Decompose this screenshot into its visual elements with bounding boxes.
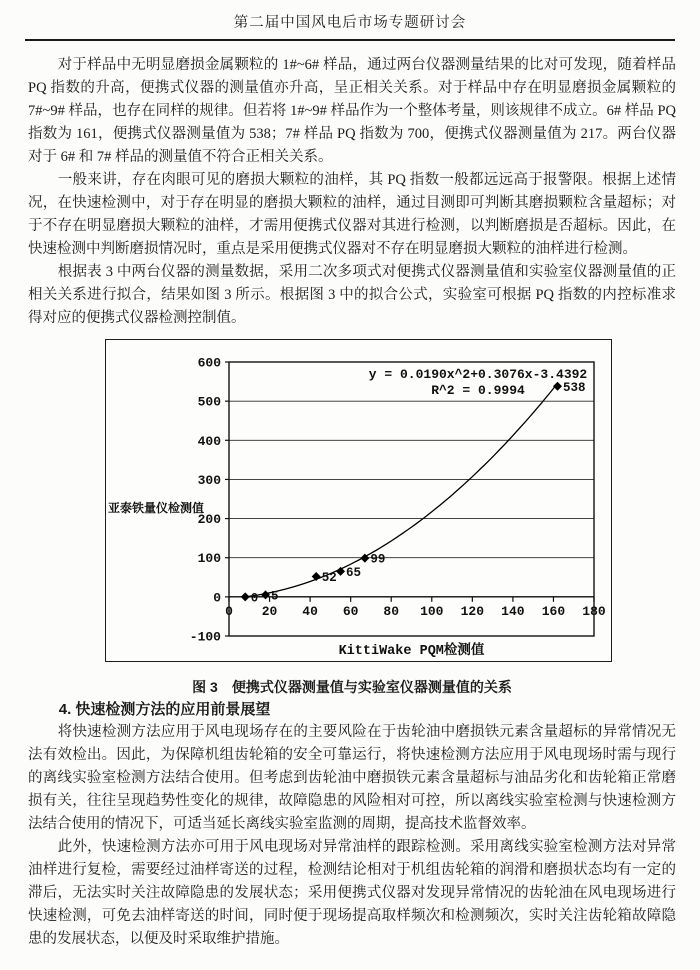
conference-title: 第二届中国风电后市场专题研讨会 (233, 15, 467, 31)
chart-trendline (245, 384, 557, 597)
chart-x-tick-label: 120 (460, 603, 485, 619)
chart-y-tick-label: 600 (197, 355, 221, 371)
chart-y-tick-label: 200 (197, 512, 221, 528)
paragraph-1: 对于样品中无明显磨损金属颗粒的 1#~6# 样品，通过两台仪器测量结果的比对可发现，随着样品 PQ 指数的升高，便携式仪器的测量值亦升高，呈正相关关系。对于样品中存在明显磨损金属颗粒的 7#~9# 样品，也存在同样的规律。但若将 1#~9# 样品作为一个整体考量，则该规律不成立。6# 样品 PQ 指数为 161，便携式仪器测量值为 538；7# 样品 PQ 指数为 700，便携式仪器测量值为 217。两台仪器对于 6# 和 7# 样品的测量值不符合正相关关系。 (28, 57, 676, 165)
chart-x-tick-label: 140 (501, 603, 525, 619)
chart-r-squared: R^2 = 0.9994 (431, 383, 525, 398)
chart-y-tick-label: 0 (213, 590, 221, 606)
chart-data-point (261, 590, 270, 599)
body-text (0, 41, 700, 951)
page-header (0, 0, 700, 41)
chart-y-tick-label: 500 (197, 394, 221, 410)
figure3-box (105, 339, 612, 662)
chart-point-label: 65 (346, 565, 362, 580)
chart-x-tick-label: 20 (261, 603, 278, 619)
chart-point-label: 5 (271, 589, 279, 604)
section-heading: 4. 快速检测方法的应用前景展望 (58, 701, 271, 718)
chart-y-axis-title: 亚泰铁量仪检测值 (108, 502, 205, 516)
chart-y-tick-label: 300 (197, 472, 221, 488)
chart-x-tick-label: 80 (383, 603, 400, 619)
paragraph-3: 根据表 3 中两台仪器的测量数据，采用二次多项式对便携式仪器测量值和实验室仪器测量值的正相关关系进行拟合，结果如图 3 所示。根据图 3 中的拟合公式，实验室可根据 PQ 指数的内控标准求得对应的便携式仪器检测控制值。 (28, 264, 676, 326)
chart-y-tick-label: 100 (197, 551, 221, 567)
chart-plot-border (229, 362, 594, 636)
paragraph-5: 此外，快速检测方法亦可用于风电现场对异常油样的跟踪检测。采用离线实验室检测方法对异常油样进行复检，需要经过油样寄送的过程，检测结论相对于机组齿轮箱的润滑和磨损状态均有一定的滞后，无法实时关注故障隐患的发展状态；采用便携式仪器对发现异常情况的齿轮油在风电现场进行快速检测，可免去油样寄送的时间，同时便于现场提高取样频次和检测频次，实时关注齿轮箱故障隐患的发展状态，以便及时采取维护措施。 (28, 839, 676, 947)
chart-data-point (312, 572, 321, 581)
chart-x-tick-label: 60 (342, 603, 359, 619)
chart-y-tick-label: -100 (189, 629, 221, 645)
chart-x-tick-label: 160 (541, 603, 566, 619)
figure3-caption: 图 3 便携式仪器测量值与实验室仪器测量值的关系 (192, 679, 512, 695)
figure3-chart (106, 340, 611, 661)
chart-equation: y = 0.0190x^2+0.3076x-3.4392 (368, 367, 588, 382)
chart-point-label: 99 (370, 552, 386, 567)
paragraph-2: 一般来讲，存在肉眼可见的磨损大颗粒的油样，其 PQ 指数一般都远远高于报警限。根据上述情况，在快速检测中，对于存在明显的磨损大颗粒的油样，通过目测即可判断其磨损颗粒含量超标；对于不存在明显磨损大颗粒的油样，才需用便携式仪器对其进行检测，以判断磨损是否超标。因此，在快速检测中判断磨损情况时，重点是采用便携式仪器对不存在明显磨损大颗粒的油样进行检测。 (28, 172, 676, 257)
paragraph-4: 将快速检测方法应用于风电现场存在的主要风险在于齿轮油中磨损铁元素含量超标的异常情况无法有效检出。因此，为保障机组齿轮箱的安全可靠运行，将快速检测方法应用于风电现场时需与现行的离线实验室检测方法结合使用。但考虑到齿轮油中磨损铁元素含量超标与油品劣化和齿轮箱正常磨损有关，往往呈现趋势性变化的规律，故障隐患的风险相对可控，所以离线实验室检测与快速检测方法结合使用的情况下，可适当延长离线实验室监测的周期，提高技术监督效率。 (28, 724, 676, 832)
chart-x-tick-label: 100 (420, 603, 444, 619)
chart-x-tick-label: 0 (225, 603, 233, 619)
chart-point-label: 52 (321, 571, 337, 586)
chart-point-label: 538 (563, 380, 586, 395)
chart-data-point (241, 592, 250, 601)
chart-x-axis-title: KittiWake PQM检测值 (338, 644, 485, 659)
chart-point-label: 0 (250, 591, 259, 606)
chart-y-tick-label: 400 (197, 433, 221, 449)
chart-data-point (553, 382, 562, 391)
chart-x-tick-label: 40 (302, 603, 318, 619)
chart-x-tick-label: 180 (582, 603, 606, 619)
